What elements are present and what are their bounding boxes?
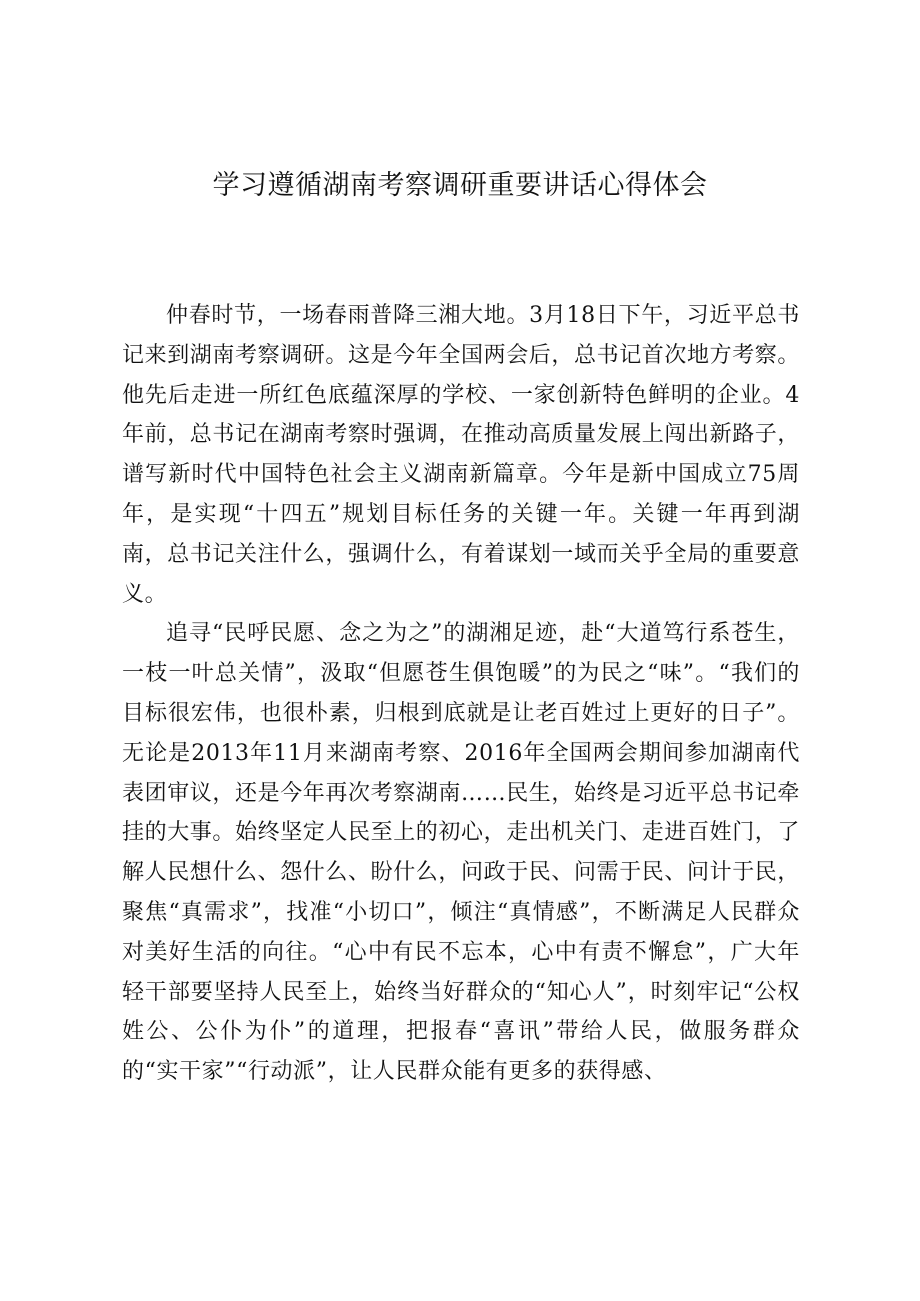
paragraph-2: 追寻“民呼民愿、念之为之”的湖湘足迹，赴“大道笃行系苍生，一枝一叶总关情”，汲取“但愿苍生俱饱暖”的为民之“味”。“我们的目标很宏伟，也很朴素，归根到底就是让老百姓过上更好的日子”。无论是2013年11月来湖南考察、2016年全国两会期间参加湖南代表团审议，还是今年再次考察湖南……民生，始终是习近平总书记牵挂的大事。始终坚定人民至上的初心，走出机关门、走进百姓门，了解人民想什么、怨什么、盼什么，问政于民、问需于民、问计于民，聚焦“真需求”，找准“小切口”，倾注“真情感”，不断满足人民群众对美好生活的向往。“心中有民不忘本，心中有责不懈怠”，广大年轻干部要坚持人民至上，始终当好群众的“知心人”，时刻牢记“公权姓公、公仆为仆”的道理，把报春“喜讯”带给人民，做服务群众的“实干家”“行动派”，让人民群众能有更多的获得感、: [122, 621, 801, 1085]
document-body: [122, 296, 800, 1092]
paragraph-1: 仲春时节，一场春雨普降三湘大地。3月18日下午，习近平总书记来到湖南考察调研。这是今年全国两会后，总书记首次地方考察。他先后走进一所红色底蕴深厚的学校、一家创新特色鲜明的企业。4年前，总书记在湖南考察时强调，在推动高质量发展上闯出新路子，谱写新时代中国特色社会主义湖南新篇章。今年是新中国成立75周年，是实现“十四五”规划目标任务的关键一年。关键一年再到湖南，总书记关注什么，强调什么，有着谋划一域而关乎全局的重要意义。: [122, 303, 801, 607]
document-title: 学习遵循湖南考察调研重要讲话心得体会: [212, 170, 708, 201]
